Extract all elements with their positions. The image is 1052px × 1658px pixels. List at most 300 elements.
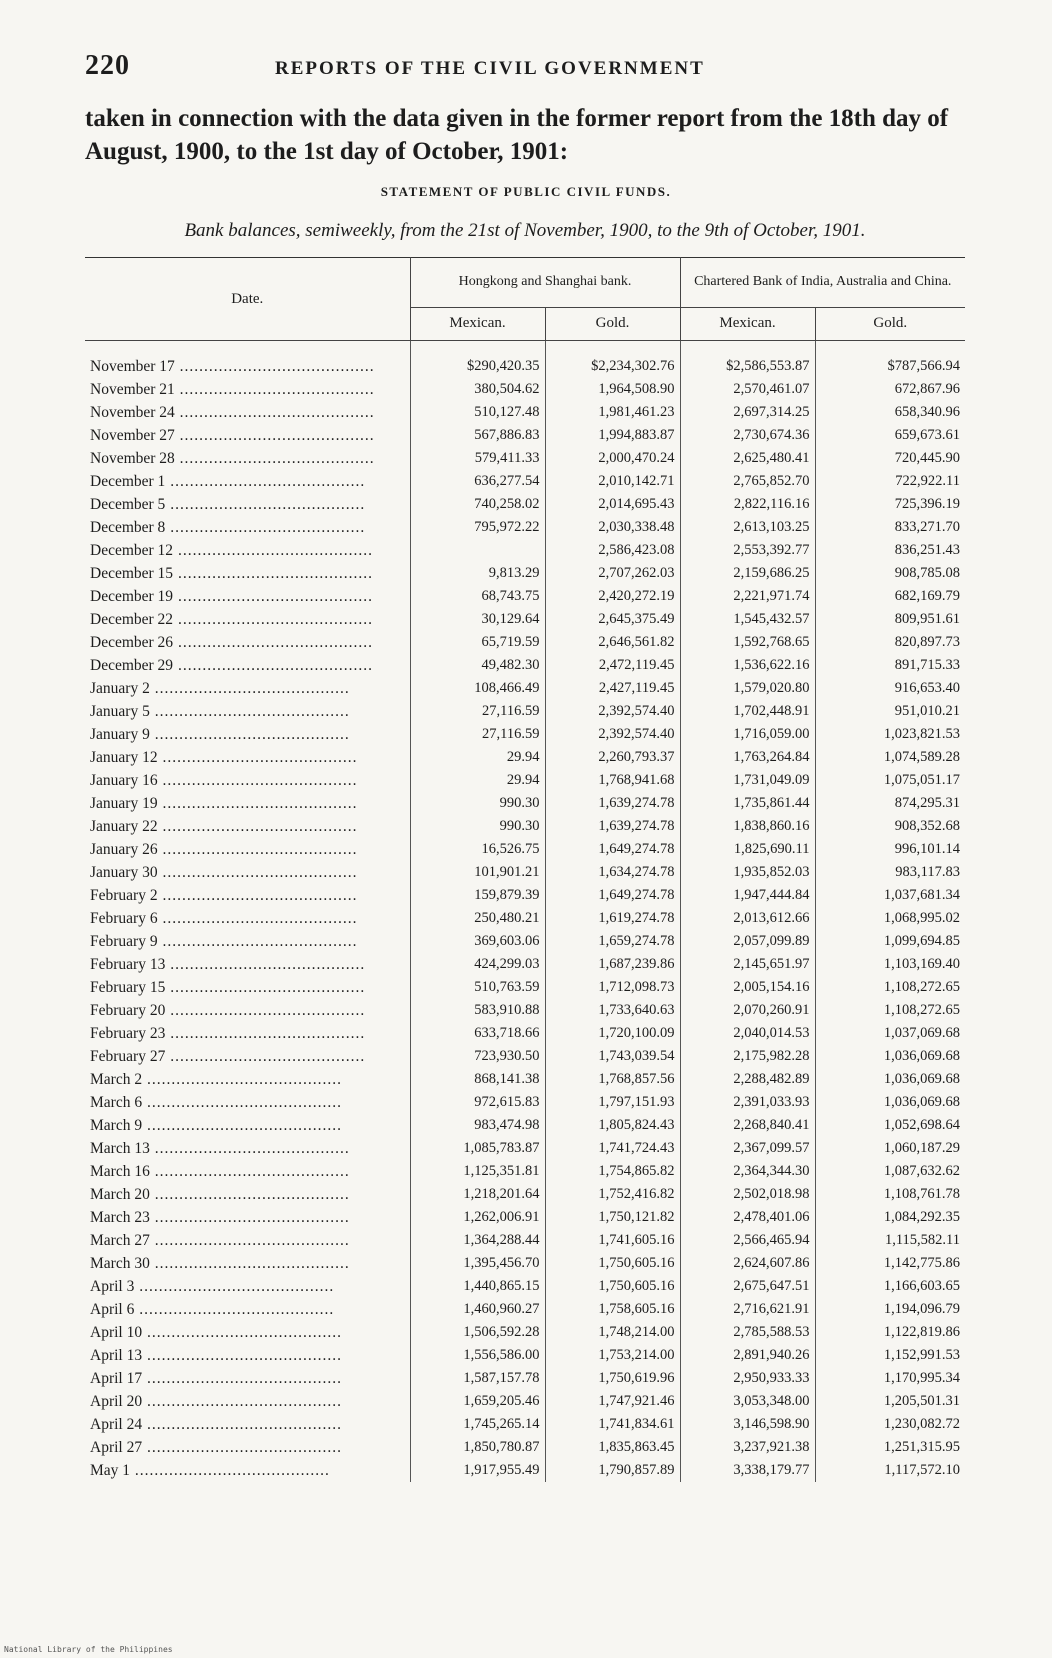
cb-mexican-value: 2,730,674.36 bbox=[680, 424, 815, 447]
cb-gold-value: 1,074,589.28 bbox=[883, 749, 960, 765]
hs-gold-value: 1,748,214.00 bbox=[545, 1321, 680, 1344]
cb-mexican-value: 2,057,099.89 bbox=[680, 930, 815, 953]
dot-leader: ........................................ bbox=[157, 794, 358, 812]
row-date-label: December 26 bbox=[90, 633, 174, 651]
table-row bbox=[85, 447, 965, 470]
cb-mexican-value: 2,716,621.91 bbox=[680, 1298, 815, 1321]
dot-leader: ........................................ bbox=[174, 357, 375, 375]
cb-gold-value: 1,142,775.86 bbox=[883, 1255, 960, 1271]
cb-gold-value: 1,036,069.68 bbox=[883, 1048, 960, 1064]
cb-gold-value: 1,166,603.65 bbox=[883, 1278, 960, 1294]
table-row bbox=[85, 539, 965, 562]
table-row bbox=[85, 1459, 965, 1482]
table-row bbox=[85, 930, 965, 953]
dot-leader: ........................................ bbox=[165, 518, 366, 536]
row-date bbox=[85, 1114, 410, 1137]
table-row bbox=[85, 1252, 965, 1275]
cb-gold-value: 1,251,315.95 bbox=[883, 1439, 960, 1455]
hs-mexican-value: 1,085,783.87 bbox=[410, 1137, 545, 1160]
row-date bbox=[85, 838, 410, 861]
table-row bbox=[85, 1068, 965, 1091]
cb-gold-value: 836,251.43 bbox=[894, 542, 960, 558]
cb-gold-value: 1,023,821.53 bbox=[883, 726, 960, 742]
hs-mexican-value: 636,277.54 bbox=[410, 470, 545, 493]
bank-balances-table bbox=[85, 257, 965, 1482]
hs-gold-value: 2,392,574.40 bbox=[545, 700, 680, 723]
hs-gold-value: 1,964,508.90 bbox=[545, 378, 680, 401]
hs-gold-value: 1,750,605.16 bbox=[545, 1252, 680, 1275]
dot-leader: ........................................ bbox=[142, 1346, 342, 1364]
row-date-label: February 2 bbox=[90, 886, 158, 904]
dot-leader: ........................................ bbox=[142, 1070, 342, 1088]
row-date bbox=[85, 1298, 410, 1321]
cb-mexican-value: 2,478,401.06 bbox=[680, 1206, 815, 1229]
hs-gold-value: 1,994,883.87 bbox=[545, 424, 680, 447]
row-date-label: April 17 bbox=[90, 1369, 143, 1387]
row-date bbox=[85, 562, 410, 585]
row-date-label: January 26 bbox=[90, 840, 158, 858]
cb-mexican-value: 1,545,432.57 bbox=[680, 608, 815, 631]
cb-gold-value: 1,205,501.31 bbox=[883, 1393, 960, 1409]
row-date bbox=[85, 999, 410, 1022]
row-date bbox=[85, 769, 410, 792]
hs-mexican-value: 369,603.06 bbox=[410, 930, 545, 953]
row-date bbox=[85, 1275, 410, 1298]
cb-gold-value: 1,115,582.11 bbox=[884, 1232, 960, 1248]
table-row bbox=[85, 769, 965, 792]
cb-mexican-value: 2,891,940.26 bbox=[680, 1344, 815, 1367]
hs-gold-value: 2,260,793.37 bbox=[545, 746, 680, 769]
row-date bbox=[85, 884, 410, 907]
dot-leader: ........................................ bbox=[165, 1001, 366, 1019]
hs-mexican-value: 583,910.88 bbox=[410, 999, 545, 1022]
footer-note: National Library of the Philippines bbox=[4, 1645, 173, 1654]
table-row bbox=[85, 723, 965, 746]
table-row bbox=[85, 1390, 965, 1413]
cb-gold-value: 1,152,991.53 bbox=[883, 1347, 960, 1363]
dot-leader: ........................................ bbox=[173, 656, 373, 674]
hs-gold-value: 1,768,941.68 bbox=[545, 769, 680, 792]
date-column-header: Date. bbox=[85, 258, 410, 341]
dot-leader: ........................................ bbox=[165, 955, 366, 973]
hs-mexican-value: 990.30 bbox=[410, 792, 545, 815]
cb-mexican-value: 2,367,099.57 bbox=[680, 1137, 815, 1160]
hs-mexican-value: 868,141.38 bbox=[410, 1068, 545, 1091]
hs-mexican-value: 723,930.50 bbox=[410, 1045, 545, 1068]
cb-gold-value: 916,653.40 bbox=[894, 680, 960, 696]
row-date-label: February 13 bbox=[90, 955, 166, 973]
row-date-label: January 16 bbox=[90, 771, 158, 789]
table-body bbox=[85, 341, 965, 1483]
hs-gold-value: 2,030,338.48 bbox=[545, 516, 680, 539]
dot-leader: ........................................ bbox=[157, 909, 358, 927]
row-date bbox=[85, 1229, 410, 1252]
cb-gold-value: 1,103,169.40 bbox=[883, 956, 960, 972]
table-row bbox=[85, 792, 965, 815]
table-row bbox=[85, 424, 965, 447]
cb-mexican-value: 1,735,861.44 bbox=[680, 792, 815, 815]
cb-gold-value: 672,867.96 bbox=[894, 381, 960, 397]
cb-mexican-value: 1,935,852.03 bbox=[680, 861, 815, 884]
cb-gold-value: 720,445.90 bbox=[894, 450, 960, 466]
table-row bbox=[85, 493, 965, 516]
hs-gold-value: 1,750,605.16 bbox=[545, 1275, 680, 1298]
dot-leader: ........................................ bbox=[174, 403, 375, 421]
row-date-label: March 20 bbox=[90, 1185, 150, 1203]
hs-mexican-value: 16,526.75 bbox=[410, 838, 545, 861]
row-date-label: November 27 bbox=[90, 426, 175, 444]
cb-mexican-value: 2,675,647.51 bbox=[680, 1275, 815, 1298]
row-date bbox=[85, 608, 410, 631]
table-row bbox=[85, 976, 965, 999]
hs-gold-value: 1,741,834.61 bbox=[545, 1413, 680, 1436]
row-date-label: November 17 bbox=[90, 357, 175, 375]
cb-mexican-value: 1,716,059.00 bbox=[680, 723, 815, 746]
hs-gold-value: 1,649,274.78 bbox=[545, 838, 680, 861]
dot-leader: ........................................ bbox=[142, 1116, 342, 1134]
row-date-label: January 12 bbox=[90, 748, 158, 766]
cb-mexican-value: 2,624,607.86 bbox=[680, 1252, 815, 1275]
dot-leader: ........................................ bbox=[142, 1093, 342, 1111]
row-date-label: March 16 bbox=[90, 1162, 150, 1180]
hs-mexican-value: 380,504.62 bbox=[410, 378, 545, 401]
hs-mexican-value: 633,718.66 bbox=[410, 1022, 545, 1045]
hs-gold-value: 2,707,262.03 bbox=[545, 562, 680, 585]
row-date-label: February 6 bbox=[90, 909, 158, 927]
row-date-label: March 30 bbox=[90, 1254, 150, 1272]
hs-mexican-value: 68,743.75 bbox=[410, 585, 545, 608]
cb-mexican-value: 2,502,018.98 bbox=[680, 1183, 815, 1206]
hs-gold-value: 1,634,274.78 bbox=[545, 861, 680, 884]
cb-mexican-value: 1,592,768.65 bbox=[680, 631, 815, 654]
hs-mexican-value: 740,258.02 bbox=[410, 493, 545, 516]
hs-mexican-value: 1,395,456.70 bbox=[410, 1252, 545, 1275]
row-date bbox=[85, 930, 410, 953]
cb-gold-value: 1,108,272.65 bbox=[883, 979, 960, 995]
cb-gold-value: 658,340.96 bbox=[894, 404, 960, 420]
hs-mexican-value: 1,659,205.46 bbox=[410, 1390, 545, 1413]
table-row bbox=[85, 585, 965, 608]
page-number: 220 bbox=[85, 50, 130, 81]
row-date-label: January 5 bbox=[90, 702, 150, 720]
cb-mexican-value: 2,159,686.25 bbox=[680, 562, 815, 585]
dot-leader: ........................................ bbox=[173, 587, 373, 605]
cb-mexican-value: 2,785,588.53 bbox=[680, 1321, 815, 1344]
hs-mexican-value: 9,813.29 bbox=[410, 562, 545, 585]
table-row bbox=[85, 654, 965, 677]
dot-leader: ........................................ bbox=[157, 840, 358, 858]
hs-mexican-value: 1,218,201.64 bbox=[410, 1183, 545, 1206]
hs-mexican-value: 159,879.39 bbox=[410, 884, 545, 907]
table-row bbox=[85, 1229, 965, 1252]
table-row bbox=[85, 1298, 965, 1321]
dot-leader: ........................................ bbox=[173, 541, 373, 559]
cb-gold-value: 833,271.70 bbox=[894, 519, 960, 535]
dot-leader: ........................................ bbox=[165, 1047, 366, 1065]
table-row bbox=[85, 1160, 965, 1183]
hs-gold-value: 1,753,214.00 bbox=[545, 1344, 680, 1367]
cb-mexican-value: 1,579,020.80 bbox=[680, 677, 815, 700]
table-row bbox=[85, 999, 965, 1022]
cb-mexican-value: 3,146,598.90 bbox=[680, 1413, 815, 1436]
cb-gold-value: 722,922.11 bbox=[895, 473, 960, 489]
dot-leader: ........................................ bbox=[174, 426, 375, 444]
dot-leader: ........................................ bbox=[149, 1139, 350, 1157]
table-row bbox=[85, 1183, 965, 1206]
hs-gold-value: 1,981,461.23 bbox=[545, 401, 680, 424]
hs-mexican-value: 1,364,288.44 bbox=[410, 1229, 545, 1252]
row-date bbox=[85, 1252, 410, 1275]
cb-gold-value: 1,087,632.62 bbox=[883, 1163, 960, 1179]
table-row bbox=[85, 1413, 965, 1436]
cb-gold-value: 1,084,292.35 bbox=[883, 1209, 960, 1225]
dot-leader: ........................................ bbox=[130, 1461, 330, 1479]
row-date bbox=[85, 1344, 410, 1367]
cb-mexican-value: 2,697,314.25 bbox=[680, 401, 815, 424]
cb-mexican-value: 2,613,103.25 bbox=[680, 516, 815, 539]
dot-leader: ........................................ bbox=[149, 679, 350, 697]
cb-mexican-value: 1,838,860.16 bbox=[680, 815, 815, 838]
hs-mexican-value: 1,917,955.49 bbox=[410, 1459, 545, 1482]
row-date bbox=[85, 1183, 410, 1206]
hs-gold-value: 2,645,375.49 bbox=[545, 608, 680, 631]
row-date bbox=[85, 815, 410, 838]
dot-leader: ........................................ bbox=[134, 1300, 335, 1318]
cb-gold-value: 1,170,995.34 bbox=[883, 1370, 960, 1386]
cb-gold-value: 1,052,698.64 bbox=[883, 1117, 960, 1133]
cb-mexican-value: 1,536,622.16 bbox=[680, 654, 815, 677]
row-date bbox=[85, 654, 410, 677]
row-date-label: February 15 bbox=[90, 978, 166, 996]
table-row bbox=[85, 746, 965, 769]
cb-gold-value: 1,060,187.29 bbox=[883, 1140, 960, 1156]
table-row bbox=[85, 631, 965, 654]
row-date bbox=[85, 723, 410, 746]
row-date bbox=[85, 1459, 410, 1482]
dot-leader: ........................................ bbox=[149, 1254, 350, 1272]
dot-leader: ........................................ bbox=[165, 472, 366, 490]
cb-gold-value: 908,352.68 bbox=[894, 818, 960, 834]
hs-mexican-value: 567,886.83 bbox=[410, 424, 545, 447]
table-row bbox=[85, 1275, 965, 1298]
cb-gold-value: 1,117,572.10 bbox=[884, 1462, 960, 1478]
hs-mexican-value: 990.30 bbox=[410, 815, 545, 838]
row-date bbox=[85, 401, 410, 424]
cb-gold-value: 1,037,681.34 bbox=[883, 887, 960, 903]
row-date-label: December 5 bbox=[90, 495, 166, 513]
hs-gold-value: 1,687,239.86 bbox=[545, 953, 680, 976]
row-date-label: December 8 bbox=[90, 518, 166, 536]
row-date-label: April 24 bbox=[90, 1415, 143, 1433]
hs-gold-value: $2,234,302.76 bbox=[545, 341, 680, 379]
row-date bbox=[85, 1206, 410, 1229]
dot-leader: ........................................ bbox=[165, 495, 366, 513]
row-date bbox=[85, 447, 410, 470]
cb-gold-value: 1,068,995.02 bbox=[883, 910, 960, 926]
hs-gold-value: 1,619,274.78 bbox=[545, 907, 680, 930]
hs-mexican-value: 424,299.03 bbox=[410, 953, 545, 976]
hs-gold-value: 2,000,470.24 bbox=[545, 447, 680, 470]
hs-mexican-value: 1,587,157.78 bbox=[410, 1367, 545, 1390]
row-date bbox=[85, 861, 410, 884]
hs-mexican-value: 510,127.48 bbox=[410, 401, 545, 424]
hs-gold-header: Gold. bbox=[545, 307, 680, 340]
cb-mexican-value: $2,586,553.87 bbox=[680, 341, 815, 379]
cb-gold-value: 891,715.33 bbox=[894, 657, 960, 673]
hs-gold-value: 1,741,724.43 bbox=[545, 1137, 680, 1160]
row-date bbox=[85, 631, 410, 654]
cb-gold-value: 996,101.14 bbox=[894, 841, 960, 857]
hs-gold-value: 2,427,119.45 bbox=[545, 677, 680, 700]
row-date-label: April 20 bbox=[90, 1392, 143, 1410]
cb-gold-value: 1,037,069.68 bbox=[883, 1025, 960, 1041]
hs-gold-value: 2,646,561.82 bbox=[545, 631, 680, 654]
dot-leader: ........................................ bbox=[149, 1162, 350, 1180]
row-date bbox=[85, 1321, 410, 1344]
bank-balances-table-container bbox=[85, 257, 965, 1482]
intro-paragraph: taken in connection with the data given in the former report from the 18th day of August, 1900, to the 1st day of October, 1901: bbox=[85, 105, 949, 165]
running-head: REPORTS OF THE CIVIL GOVERNMENT bbox=[275, 58, 705, 79]
hs-gold-value: 2,392,574.40 bbox=[545, 723, 680, 746]
hs-gold-value: 1,659,274.78 bbox=[545, 930, 680, 953]
hs-mexican-value: 27,116.59 bbox=[410, 723, 545, 746]
dot-leader: ........................................ bbox=[149, 725, 350, 743]
table-row bbox=[85, 1321, 965, 1344]
cb-gold-value: 1,108,761.78 bbox=[883, 1186, 960, 1202]
dot-leader: ........................................ bbox=[157, 886, 358, 904]
row-date-label: January 30 bbox=[90, 863, 158, 881]
hs-gold-value: 1,805,824.43 bbox=[545, 1114, 680, 1137]
hs-mexican-value: 510,763.59 bbox=[410, 976, 545, 999]
table-row bbox=[85, 608, 965, 631]
hs-mexican-value: 1,262,006.91 bbox=[410, 1206, 545, 1229]
row-date-label: April 6 bbox=[90, 1300, 135, 1318]
statement-title: STATEMENT OF PUBLIC CIVIL FUNDS. bbox=[380, 184, 672, 199]
hs-mexican-value bbox=[410, 539, 545, 562]
cb-mexican-value: 2,145,651.97 bbox=[680, 953, 815, 976]
page-header bbox=[85, 50, 955, 84]
row-date bbox=[85, 1413, 410, 1436]
hs-gold-value: 1,752,416.82 bbox=[545, 1183, 680, 1206]
dot-leader: ........................................ bbox=[157, 863, 358, 881]
hs-mexican-value: 65,719.59 bbox=[410, 631, 545, 654]
cb-gold-value: 908,785.08 bbox=[894, 565, 960, 581]
cb-gold-value: 725,396.19 bbox=[894, 496, 960, 512]
hs-mexican-value: 579,411.33 bbox=[410, 447, 545, 470]
dot-leader: ........................................ bbox=[149, 702, 350, 720]
row-date-label: March 27 bbox=[90, 1231, 150, 1249]
cb-mexican-value: 3,237,921.38 bbox=[680, 1436, 815, 1459]
hs-gold-value: 1,758,605.16 bbox=[545, 1298, 680, 1321]
cb-gold-value: 809,951.61 bbox=[894, 611, 960, 627]
dot-leader: ........................................ bbox=[165, 978, 366, 996]
chartered-bank-header: Chartered Bank of India, Australia and China. bbox=[680, 258, 965, 308]
row-date bbox=[85, 1022, 410, 1045]
dot-leader: ........................................ bbox=[134, 1277, 335, 1295]
table-row bbox=[85, 401, 965, 424]
cb-mexican-value: 2,175,982.28 bbox=[680, 1045, 815, 1068]
row-date-label: November 21 bbox=[90, 380, 175, 398]
dot-leader: ........................................ bbox=[142, 1392, 342, 1410]
hs-mexican-value: 101,901.21 bbox=[410, 861, 545, 884]
hs-mexican-value: 972,615.83 bbox=[410, 1091, 545, 1114]
row-date bbox=[85, 677, 410, 700]
hs-gold-value: 1,750,619.96 bbox=[545, 1367, 680, 1390]
dot-leader: ........................................ bbox=[149, 1185, 350, 1203]
row-date bbox=[85, 792, 410, 815]
hs-gold-value: 1,790,857.89 bbox=[545, 1459, 680, 1482]
row-date-label: February 27 bbox=[90, 1047, 166, 1065]
table-row bbox=[85, 1344, 965, 1367]
dot-leader: ........................................ bbox=[142, 1415, 342, 1433]
hs-mexican-value: 108,466.49 bbox=[410, 677, 545, 700]
hs-mexican-value: 27,116.59 bbox=[410, 700, 545, 723]
row-date bbox=[85, 976, 410, 999]
table-row bbox=[85, 1045, 965, 1068]
row-date bbox=[85, 341, 410, 379]
dot-leader: ........................................ bbox=[149, 1208, 350, 1226]
cb-mexican-value: 1,947,444.84 bbox=[680, 884, 815, 907]
row-date bbox=[85, 1436, 410, 1459]
cb-gold-value: 1,036,069.68 bbox=[883, 1071, 960, 1087]
hs-gold-value: 2,586,423.08 bbox=[545, 539, 680, 562]
row-date-label: January 19 bbox=[90, 794, 158, 812]
cb-mexican-value: 2,391,033.93 bbox=[680, 1091, 815, 1114]
hongkong-shanghai-header: Hongkong and Shanghai bank. bbox=[410, 258, 680, 308]
row-date bbox=[85, 1160, 410, 1183]
row-date bbox=[85, 1091, 410, 1114]
cb-mexican-value: 3,053,348.00 bbox=[680, 1390, 815, 1413]
row-date bbox=[85, 470, 410, 493]
hs-mexican-value: $290,420.35 bbox=[410, 341, 545, 379]
cb-mexican-value: 2,822,116.16 bbox=[680, 493, 815, 516]
hs-mexican-value: 795,972.22 bbox=[410, 516, 545, 539]
hs-mexican-value: 29.94 bbox=[410, 746, 545, 769]
cb-mexican-value: 2,013,612.66 bbox=[680, 907, 815, 930]
hs-gold-value: 1,733,640.63 bbox=[545, 999, 680, 1022]
row-date bbox=[85, 1068, 410, 1091]
dot-leader: ........................................ bbox=[174, 380, 375, 398]
table-row bbox=[85, 1091, 965, 1114]
cb-mexican-value: 2,364,344.30 bbox=[680, 1160, 815, 1183]
table-row bbox=[85, 341, 965, 379]
cb-gold-value: 1,194,096.79 bbox=[883, 1301, 960, 1317]
cb-gold-value: 1,230,082.72 bbox=[883, 1416, 960, 1432]
dot-leader: ........................................ bbox=[165, 1024, 366, 1042]
hs-gold-value: 1,741,605.16 bbox=[545, 1229, 680, 1252]
table-row bbox=[85, 884, 965, 907]
cb-mexican-value: 2,005,154.16 bbox=[680, 976, 815, 999]
table-row bbox=[85, 562, 965, 585]
hs-gold-value: 1,768,857.56 bbox=[545, 1068, 680, 1091]
cb-mexican-value: 2,566,465.94 bbox=[680, 1229, 815, 1252]
row-date-label: March 9 bbox=[90, 1116, 143, 1134]
cb-mexican-value: 2,625,480.41 bbox=[680, 447, 815, 470]
cb-gold-value: 951,010.21 bbox=[894, 703, 960, 719]
hs-gold-value: 1,747,921.46 bbox=[545, 1390, 680, 1413]
row-date-label: April 13 bbox=[90, 1346, 143, 1364]
hs-mexican-value: 1,125,351.81 bbox=[410, 1160, 545, 1183]
cb-gold-value: $787,566.94 bbox=[887, 358, 960, 374]
hs-gold-value: 1,720,100.09 bbox=[545, 1022, 680, 1045]
hs-gold-value: 1,743,039.54 bbox=[545, 1045, 680, 1068]
cb-mexican-value: 2,288,482.89 bbox=[680, 1068, 815, 1091]
hs-mexican-value: 1,556,586.00 bbox=[410, 1344, 545, 1367]
hs-gold-value: 2,010,142.71 bbox=[545, 470, 680, 493]
cb-gold-header: Gold. bbox=[815, 307, 965, 340]
dot-leader: ........................................ bbox=[157, 771, 358, 789]
cb-gold-value: 1,108,272.65 bbox=[883, 1002, 960, 1018]
